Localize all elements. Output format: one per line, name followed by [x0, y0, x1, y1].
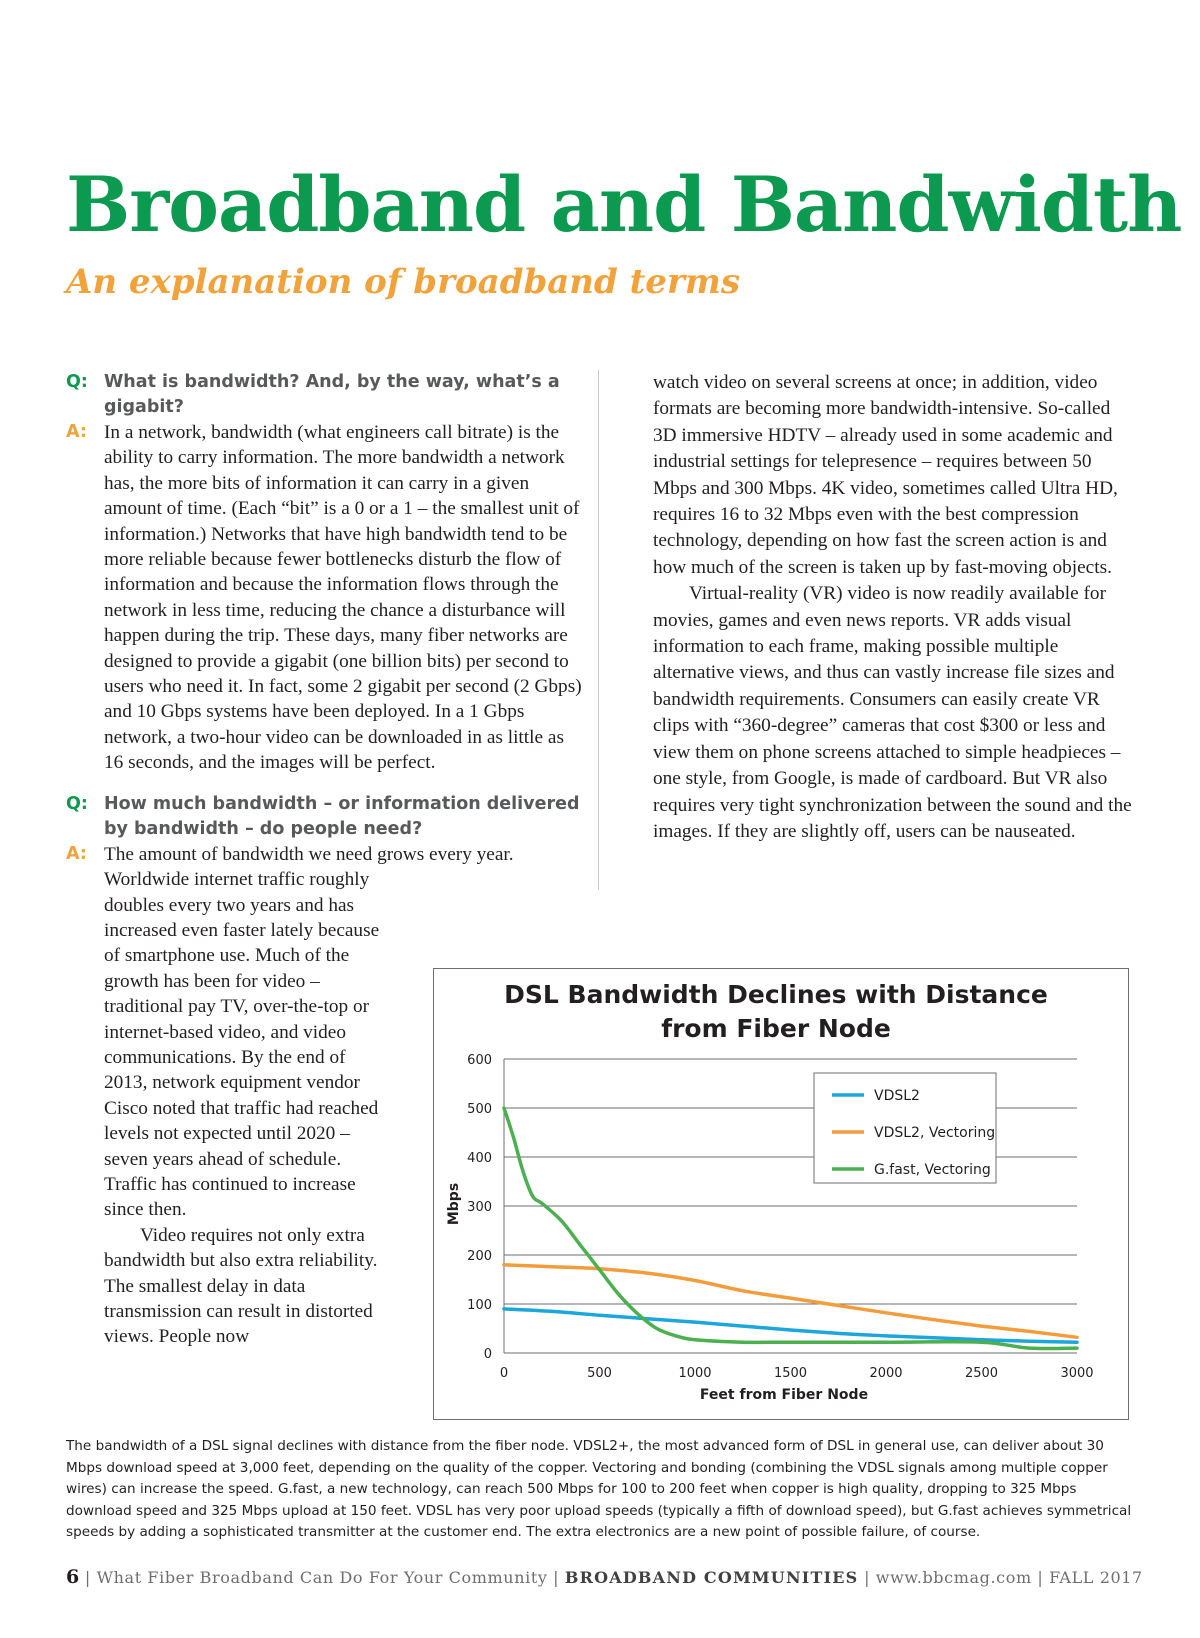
y-tick-label: 0 [483, 1347, 492, 1362]
a-marker: A: [66, 422, 87, 442]
footer-separator: | [84, 1568, 91, 1587]
q-marker: Q: [66, 793, 88, 814]
page-footer [66, 1566, 1143, 1588]
footer-separator: | [864, 1568, 871, 1587]
answer-paragraph: In a network, bandwidth (what engineers call bitrate) is the ability to carry information. The more bandwidth a network has, the more bits of information it can carry in a given amount of time. (Each “bit” is a 0 or a 1 – the smallest unit of information.) Networks that have high bandwidth tend to be more reliable because fewer bottlenecks disturb the flow of information and because the information flows through the network in less time, reducing the chance a disturbance will happen during the trip. These days, many fiber networks are designed to provide a gigabit (one billion bits) per second to users who need it. In fact, some 2 gigabit per second (2 Gbps) and 10 Gbps systems have been deployed. In a 1 Gbps network, a two-hour video can be downloaded in as little as 16 seconds, and the images will be perfect. [104, 422, 582, 774]
x-tick-label: 500 [587, 1366, 612, 1381]
q-marker: Q: [66, 372, 88, 392]
body-paragraph: Virtual-reality (VR) video is now readily available for movies, games and even news reports. VR adds visual information to each frame, making possible multiple alternative views, and thus can vastly increase file sizes and bandwidth requirements. Consumers can easily create VR clips with “360-degree” cameras that cost $300 or less and view them on phone screens attached to simple headpieces – one style, from Google, is made of cardboard. But VR also requires very tight synchronization between the sound and the images. If they are slightly off, users can be nauseated. [653, 583, 1132, 842]
answer-1 [66, 420, 586, 776]
publication-title: What Fiber Broadband Can Do For Your Community [96, 1568, 548, 1587]
y-tick-label: 200 [467, 1249, 492, 1264]
answer-first-line: The amount of bandwidth we need grows every year. [104, 843, 514, 865]
y-tick-label: 500 [467, 1102, 492, 1117]
chart-title-line-1: DSL Bandwidth Declines with Distance [504, 980, 1048, 1009]
legend-label: VDSL2 [874, 1088, 920, 1104]
series-line-1 [504, 1265, 1077, 1338]
answer-paragraph: Video requires not only extra bandwidth but also extra reliability. The smallest delay in data transmission can result in distorted views. People now [104, 1224, 378, 1348]
legend-label: G.fast, Vectoring [874, 1162, 991, 1178]
y-tick-label: 400 [467, 1151, 492, 1166]
footer-separator: | [553, 1568, 560, 1587]
page-number: 6 [66, 1566, 80, 1588]
question-text: What is bandwidth? And, by the way, what’s a gigabit? [104, 372, 560, 417]
question-2 [66, 792, 586, 842]
figure-caption [66, 1436, 1136, 1544]
page-subtitle: An explanation of broadband terms [66, 262, 740, 302]
brand-name: BROADBAND COMMUNITIES [564, 1568, 859, 1587]
y-tick-label: 600 [467, 1053, 492, 1068]
legend-label: VDSL2, Vectoring [874, 1125, 996, 1141]
x-axis-label: Feet from Fiber Node [699, 1387, 869, 1403]
x-tick-label: 1500 [773, 1366, 808, 1381]
body-paragraph: watch video on several screens at once; in addition, video formats are becoming more bandwidth-intensive. So-called 3D immersive HDTV – already used in some academic and industrial settings for telepresence – requires between 50 Mbps and 300 Mbps. 4K video, sometimes called Ultra HD, requires 16 to 32 Mbps even with the best compression technology, depending on how fast the screen action is and how much of the screen is taken up by fast-moving objects. [653, 372, 1118, 578]
page-title: Broadband and Bandwidth [66, 160, 1182, 249]
question-text: How much bandwidth – or information delivered by bandwidth – do people need? [104, 793, 580, 839]
x-tick-label: 1000 [678, 1366, 712, 1381]
chart-ticks [467, 1053, 1093, 1381]
column-divider [598, 370, 599, 890]
chart-canvas [434, 969, 1130, 1421]
x-tick-label: 3000 [1060, 1366, 1094, 1381]
caption-text: The bandwidth of a DSL signal declines with distance from the fiber node. VDSL2+, the most advanced form of DSL in general use, can deliver about 30 Mbps download speed at 3,000 feet, depending on the quality of the copper. Vectoring and bonding (combining the VDSL signals among multiple copper wires) can increase the speed. G.fast, a new technology, can reach 500 Mbps for 100 to 200 feet when copper is high quality, dropping to 325 Mbps download speed and 325 Mbps upload at 150 feet. VDSL has very poor upload speeds (typically a fifth of download speed), but G.fast achieves symmetrical speeds by adding a sophisticated transmitter at the customer end. The extra electronics are a new point of possible failure, of course. [66, 1438, 1132, 1540]
x-tick-label: 0 [499, 1366, 509, 1381]
bandwidth-chart [433, 968, 1129, 1420]
y-axis-label: Mbps [446, 1182, 462, 1226]
y-tick-label: 100 [467, 1298, 492, 1313]
a-marker: A: [66, 843, 87, 864]
y-tick-label: 300 [467, 1200, 492, 1215]
chart-title-line-2: from Fiber Node [661, 1014, 891, 1043]
footer-separator: | [1037, 1568, 1044, 1587]
website: www.bbcmag.com [875, 1568, 1032, 1587]
answer-paragraph: Worldwide internet traffic roughly doubles every two years and has increased even faster lately because of smartphone use. Much of the growth has been for video – traditional pay TV, over-the-top or internet-based video, and video communications. By the end of 2013, network equipment vendor Cisco noted that traffic had reached levels not expected until 2020 – seven years ahead of schedule. Traffic has continued to increase since then. [104, 869, 380, 1221]
right-column [653, 370, 1138, 845]
chart-legend [814, 1073, 996, 1183]
issue-date: FALL 2017 [1049, 1568, 1143, 1587]
x-tick-label: 2500 [964, 1366, 999, 1381]
question-1 [66, 370, 586, 420]
x-tick-label: 2000 [869, 1366, 903, 1381]
